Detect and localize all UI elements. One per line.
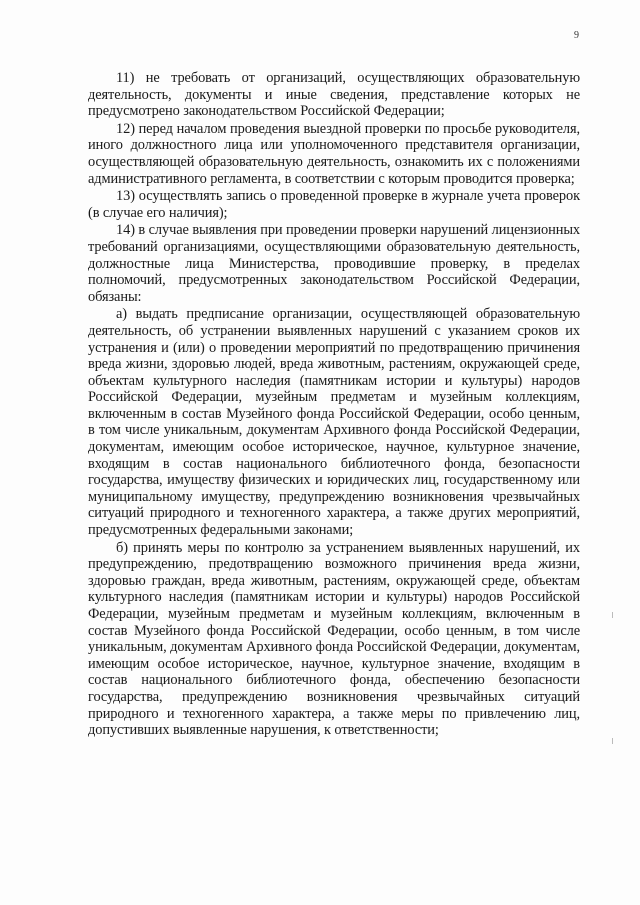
scan-margin-mark: [612, 738, 613, 744]
document-body: [88, 70, 580, 739]
paragraph-item-14: 14) в случае выявления при проведении проверки нарушений лицензионных требований организациями, осуществляющими образовательную деятельность, должностные лица Министерства, проводившие проверку, в пределах полномочий, предусмотренных законодательством Российской Федерации, обязаны:: [88, 222, 580, 305]
paragraph-item-12: 12) перед началом проведения выездной проверки по просьбе руководителя, иного должностного лица или уполномоченного представителя организации, осуществляющей образовательную деятельность, ознакомить их с положениями административного регламента, в соответствии с которым проводится проверка;: [88, 120, 580, 187]
paragraph-item-11: 11) не требовать от организаций, осуществляющих образовательную деятельность, документы и иные сведения, представление которых не предусмотрено законодательством Российской Федерации;: [88, 70, 580, 120]
scan-margin-mark: [612, 612, 613, 618]
paragraph-subitem-a: а) выдать предписание организации, осуществляющей образовательную деятельность, об устранении выявленных нарушений с указанием сроков их устранения и (или) о проведении мероприятий по предотвращению причинения вреда жизни, здоровью людей, вреда животным, растениям, окружающей среде, объектам культурного наследия (памятникам истории и культуры) народов Российской Федерации, музейным предметам и музейным коллекциям, включенным в состав Музейного фонда Российской Федерации, особо ценным, в том числе уникальным, документам Архивного фонда Российской Федерации, документам, имеющим особое историческое, научное, культурное значение, входящим в состав национального библиотечного фонда, безопасности государства, имуществу физических и юридических лиц, государственному или муниципальному имуществу, предупреждению возникновения чрезвычайных ситуаций природного и техногенного характера, а также других мероприятий, предусмотренных федеральными законами;: [88, 306, 580, 539]
paragraph-item-13: 13) осуществлять запись о проведенной проверке в журнале учета проверок (в случае его наличия);: [88, 188, 580, 221]
page-number: 9: [574, 30, 579, 41]
paragraph-subitem-b: б) принять меры по контролю за устранением выявленных нарушений, их предупреждению, предотвращению возможного причинения вреда жизни, здоровью граждан, вреда животным, растениям, окружающей среде, объектам культурного наследия (памятникам истории и культуры) народов Российской Федерации, музейным предметам и музейным коллекциям, включенным в состав Музейного фонда Российской Федерации, особо ценным, в том числе уникальным, документам Архивного фонда Российской Федерации, документам, имеющим особое историческое, научное, культурное значение, входящим в состав национального библиотечного фонда, обеспечению безопасности государства, предупреждению возникновения чрезвычайных ситуаций природного и техногенного характера, а также меры по привлечению лиц, допустивших выявленные нарушения, к ответственности;: [88, 539, 580, 739]
